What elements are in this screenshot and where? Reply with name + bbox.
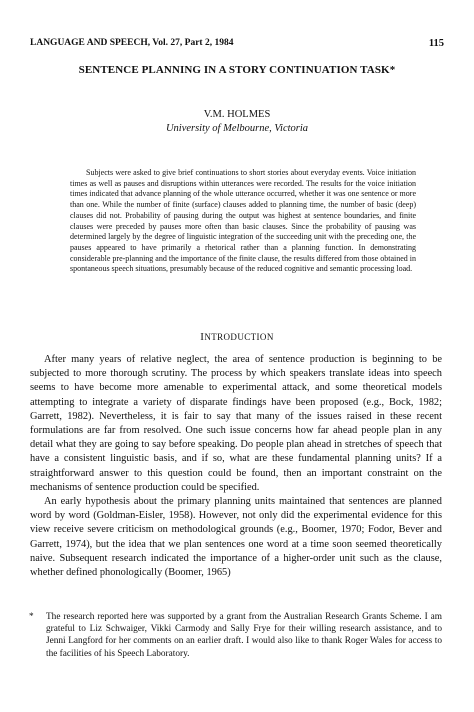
article-title: SENTENCE PLANNING IN A STORY CONTINUATION TASK* [78,64,396,76]
journal-citation: LANGUAGE AND SPEECH, Vol. 27, Part 2, 1984 [30,38,234,48]
page-number: 115 [428,38,444,49]
section-heading-initial: I [200,331,205,343]
body-paragraph: An early hypothesis about the primary planning units maintained that sentences are planned word by word (Goldman-Eisler, 1958). However, not only did the experimental evidence for this view receive severe criticism on methodological grounds (e.g., Boomer, 1970; Fodor, Bever and Garrett, 1974), but the idea that we plan sentences one word at a time soon seemed theoretically naive. Subsequent research indicated the importance of a higher-order unit such as the clause, whether defined phonologically (Boomer, 1965) [30,496,442,579]
running-head [30,38,444,52]
body-paragraph: After many years of relative neglect, the area of sentence production is beginning to be subjected to more thorough scrutiny. The process by which speakers translate ideas into speech seems to have become more amenable to experimental attack, and some theoretical models attempting to integrate a variety of disparate findings have been proposed (e.g., Bock, 1982; Garrett, 1982). Nevertheless, it is fair to say that many of the issues raised in these recent formulations are far from resolved. One such issue concerns how far ahead people plan in any detail what they are going to say before speaking. Do people plan ahead in stretches of speech that have a consistent linguistic basis, and if so, what are these fundamental planning units? If a straightforward answer to this question could be found, then an important constraint on the mechanisms of sentence production could be specified. [30,354,442,493]
footnote [30,611,442,660]
abstract: Subjects were asked to give brief continuations to short stories about everyday events. Voice initiation times as well as pauses and disruptions within utterances were recorded. The results for the voice initiation times indicated that advance planning of the whole utterance occurred, whether it was one sentence or more than one. While the number of finite (surface) clauses added to planning time, the number of basic (deep) clauses did not. Probability of pausing during the output was highest at sentence boundaries, and finite clauses were preceded by pauses more often than basic clauses. Since the probability of pausing was determined largely by the degree of linguistic integration of the succeeding unit with the preceding one, the pauses appeared to have primarily a rhetorical rather than a planning function. In demonstrating considerable pre-planning and the importance of the finite clause, the results differed from those obtained in spontaneous speech situations, presumably because of the reduced cognitive and semantic processing load. [70,168,416,274]
introduction-body [30,353,442,580]
footnote-mark: * [29,612,34,622]
section-heading-rest: NTRODUCTION [204,332,274,342]
footnote-text: The research reported here was supported by a grant from the Australian Research Grants Scheme. I am grateful to Liz Schwaiger, Vikki Carmody and Sally Frye for their willing research assistance, and to Jenni Langford for her comments on an earlier draft. I would also like to thank Roger Wales for access to the facilities of his Speech Laboratory. [46,612,442,659]
author-affiliation: University of Melbourne, Victoria [165,123,309,134]
author-name: V.M. HOLMES [203,109,271,120]
section-heading-introduction [20,331,454,343]
